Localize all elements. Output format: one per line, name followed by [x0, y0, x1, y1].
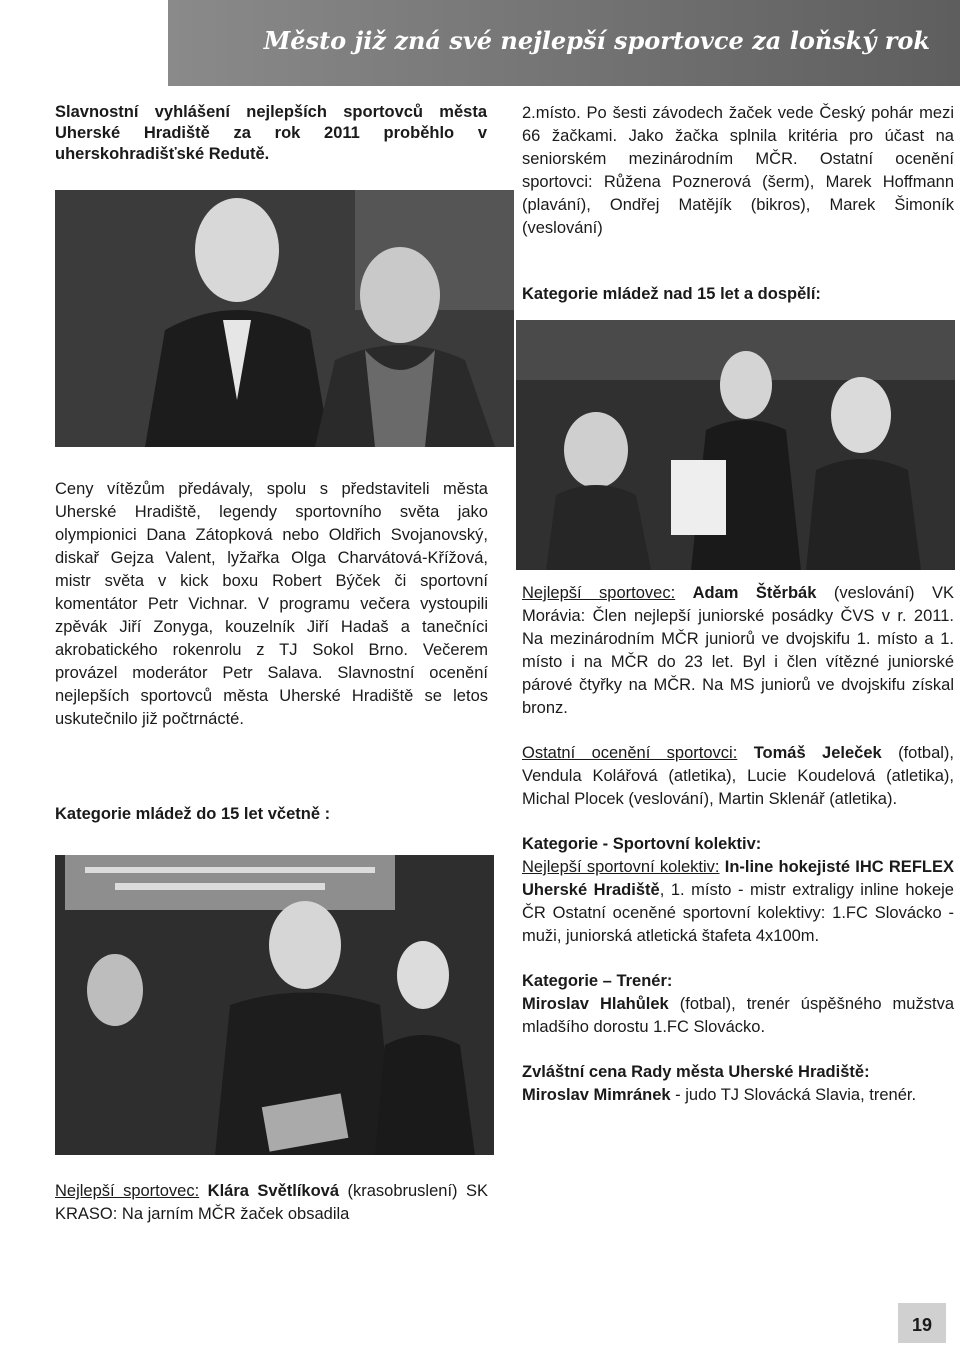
- other-athletes-name: Tomáš Jeleček: [753, 744, 882, 762]
- right-column-top: [522, 102, 954, 240]
- category-coach: Kategorie – Trenér:: [522, 972, 673, 990]
- lead-paragraph: Slavnostní vyhlášení nejlepších sportovců města Uherské Hradiště za rok 2011 proběhlo v uherskohradišťské Redutě.: [55, 103, 487, 163]
- best-athlete-youth: [55, 1180, 488, 1226]
- best-athlete-label: Nejlepší sportovec:: [55, 1182, 200, 1200]
- special-award-title: Zvláštní cena Rady města Uherské Hradiště:: [522, 1063, 870, 1081]
- other-athletes-label: Ostatní ocenění sportovci:: [522, 744, 738, 762]
- special-award-text: - judo TJ Slovácká Slavia, trenér.: [670, 1086, 917, 1104]
- best-adult-name: Adam Štěrbák: [692, 584, 817, 602]
- best-adult-label: Nejlepší sportovec:: [522, 584, 676, 602]
- header-bar: [168, 0, 960, 86]
- collective-name: In-line hokejisté IHC REFLEX Uherské Hradiště: [522, 858, 954, 899]
- coach-paragraph: [522, 993, 954, 1039]
- other-athletes-text: (fotbal), Vendula Kolářová (atletika), Lucie Koudelová (atletika), Michal Plocek (veslování), Martin Sklenář (atletika).: [522, 744, 955, 808]
- page-number: 19: [898, 1303, 946, 1343]
- best-adult-paragraph: [522, 582, 954, 720]
- collective-paragraph: [522, 856, 954, 948]
- collective-label: Nejlepší sportovní kolektiv:: [522, 858, 720, 876]
- best-adult-text: (veslování) VK Morávia: Člen nejlepší juniorské posádky ČVS v r. 2011. Na mezinárodním MČR juniorů ve dvojskifu 1. místo a 1. místo i na MČR do 23 let. Byl i člen vítězné juniorské párové čtyřky na MČR. Na MS juniorů ve dvojskifu získal bronz.: [522, 584, 954, 717]
- left-column: [55, 478, 488, 731]
- special-award-name: Miroslav Mimránek: [522, 1086, 671, 1104]
- category-under-15: Kategorie mládež do 15 let včetně :: [55, 805, 331, 823]
- coach-text: (fotbal), trenér úspěšného mužstva mladšího dorostu 1.FC Slovácko.: [522, 995, 954, 1036]
- collective-text: , 1. místo - mistr extraligy inline hokeje ČR Ostatní oceněné sportovní kolektivy: 1.FC Slovácko - muži, juniorská atletická štafeta 4x100m.: [522, 881, 954, 945]
- continued-paragraph: 2.místo. Po šesti závodech žaček vede Český pohár mezi 66 žačkami. Jako žačka splnila kritéria pro účast na seniorském mezinárodním MČR. Ostatní ocenění sportovci: Růžena Poznerová (šerm), Marek Hoffmann (plavání), Ondřej Matějík (bikros), Marek Šimoník (veslování): [522, 104, 954, 237]
- page-title: Město již zná své nejlepší sportovce za loňský rok: [263, 26, 930, 55]
- category-over-15: Kategorie mládež nad 15 let a dospělí:: [522, 285, 821, 303]
- photo-award-youth: [55, 855, 494, 1155]
- other-athletes-paragraph: [522, 742, 954, 811]
- intro-paragraph: Ceny vítězům předávaly, spolu s představiteli města Uherské Hradiště, legendy sportovního světa jako olympionici Dana Zátopková nebo Oldřich Svojanovský, diskař Gejza Valent, lyžařka Olga Charvátová-Křížová, mistr světa v kick boxu Robert Býček či sportovní komentátor Petr Vichnar. V programu večera vystoupili zpěvák Jiří Zonyga, kouzelník Jiří Hadaš a tanečníci akrobatického rokenrolu z TJ Sokol Brno. Večerem provázel moderátor Petr Salava. Slavnostní ocenění nejlepších sportovců města Uherské Hradiště se letos uskutečnilo již počtrnácté.: [55, 480, 488, 728]
- special-award-paragraph: [522, 1084, 954, 1107]
- right-column-bottom: [522, 582, 954, 1107]
- photo-award-adult: [516, 320, 955, 570]
- category-collective: Kategorie - Sportovní kolektiv:: [522, 835, 762, 853]
- best-athlete-text: (krasobruslení) SK KRASO: Na jarním MČR žaček obsadila: [55, 1182, 488, 1223]
- coach-name: Miroslav Hlahůlek: [522, 995, 669, 1013]
- best-athlete-name: Klára Světlíková: [207, 1182, 340, 1200]
- photo-guests: [55, 190, 514, 447]
